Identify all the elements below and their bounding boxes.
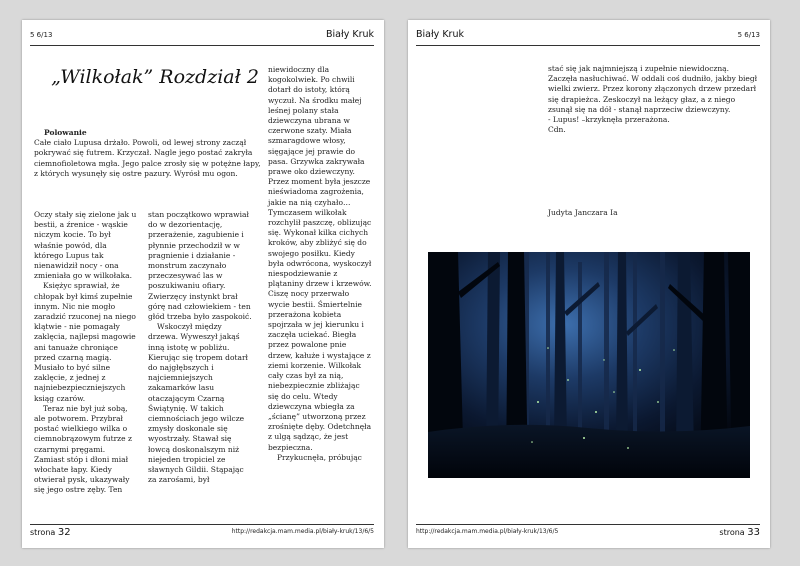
issue-number: 5 6/13 <box>30 31 53 39</box>
to-be-continued: Cdn. <box>548 125 566 135</box>
intro-block <box>34 128 262 179</box>
dark-forest-illustration-icon <box>428 252 750 478</box>
issue-number: 5 6/13 <box>737 31 760 39</box>
section-heading: Polowanie <box>44 128 87 137</box>
paragraph: Oczy stały się zielone jak u bestii, a źrenice - wąskie niczym kocie. To był właśnie powód, dla którego Lupus tak nienawidził nocy - ona zmieniała go w wilkołaka. <box>34 210 137 281</box>
right-page <box>408 20 770 548</box>
intro-paragraph: Całe ciało Lupusa drżało. Powoli, od lewej strony zaczął pokrywać się futrem. Krzyczał. Nagle jego postać zakryła ciemnofioletowa mgła. Jego palce zrosły się w potężne łapy, z których wysunęły się ostre pazury. Wyrósł mu ogon. <box>34 138 261 178</box>
magazine-title: Biały Kruk <box>326 29 374 40</box>
page-number <box>719 527 760 538</box>
text-column-1 <box>34 210 137 496</box>
article-title: „Wilkołak” Rozdział 2 <box>51 66 259 88</box>
page-number-value: 32 <box>57 527 71 538</box>
page-label: strona <box>719 528 745 537</box>
text-column-3 <box>268 65 372 463</box>
author-line <box>548 208 760 218</box>
paragraph: Księżyc sprawiał, że chłopak był kimś zupełnie innym. Nic nie mogło zaradzić rzuconej na niego klątwie - nie pomagały zaklęcia, najlepsi magowie ani tanuaże chroniące przed czarną magią. Musiało to być silne zaklęcie, z jednej z najniebezpieczniejszych ksiąg czarów. <box>34 281 136 403</box>
paragraph: Przykucnęła, próbując <box>277 452 362 462</box>
paragraph: stan początkowo wprawiał do w dezorientację, przerażenie, zagubienie i płynnie przechodził w w pragnienie i działanie - monstrum zaczynało przeczesywać las w poszukiwaniu ofiary. Zwierzęcy instynkt brał górę nad człowiekiem - ten głód trzeba było zaspokoić. <box>148 210 252 322</box>
text-column-2 <box>148 210 252 485</box>
left-page-header <box>30 27 374 46</box>
right-page-header <box>416 27 760 46</box>
left-page-footer <box>30 524 374 539</box>
paragraph: Wskoczył między drzewa. Wyweszył jakąś inną istotę w pobliżu. Kierując się tropem dotarł do najgłębszych i najciemniejszych zakamarków lasu otaczającym Czarną Świątynię. W takich ciemnościach jego wilcze zmysły doskonale się wyostrzały. Stawał się łowcą doskonalszym niż niejeden tropiciel ze sławnych Gildii. Stąpając za zarośami, był <box>148 322 248 485</box>
paragraph: stać się jak najmniejszą i zupełnie niewidoczną. Zaczęła nasłuchiwać. W oddali coś dudniło, jakby biegł wielki zwierz. Przez korony złączonych drzew przedarł się drapieżca. Zeskoczył na leżący głaz, a z niego zsunął się na dół - stanął naprzeciw dziewczyny. <box>548 64 758 114</box>
page-label: strona <box>30 528 56 537</box>
page-number <box>30 527 71 538</box>
magazine-title: Biały Kruk <box>416 29 464 40</box>
paragraph: niewidoczny dla kogokolwiek. Po chwili dotarł do istoty, którą wyczuł. Na środku małej leśnej polany stała dziewczyna ubrana w czerwone szaty. Miała szmaragdowe włosy, sięgające jej prawie do pasa. Grzywka zakrywała prawe oko dziewczyny. Przez moment była jeszcze nieświadoma zagrożenia, jakie na nią czyhało… Tymczasem wilkołak rozchylił paszczę, oblizując się. Wykonał kilka cichych kroków, aby zbliżyć się do swojego posiłku. Kiedy była odwrócona, wyskoczył niespodziewanie z plątaniny drzew i krzewów. Ciszę nocy przerwało wycie bestii. Śmiertelnie przerażona kobieta spojrzała w jej kierunku i zaczęła uciekać. Biegła przez powalone pnie drzew, kałuże i wystające z ziemi korzenie. Wilkołak cały czas był za nią, niebezpiecznie zbliżając się do celu. Wtedy dziewczyna wbiegła za „ścianę” utworzoną przez zrośnięte dęby. Odetchnęła z ulgą sądząc, że jest bezpieczna. <box>268 65 372 452</box>
author-name: Judyta Janczara Ia <box>548 208 618 217</box>
footer-url: http://redakcja.mam.media.pl/biały-kruk/13/6/5 <box>416 528 559 535</box>
continuation-text <box>548 64 760 135</box>
paragraph: Teraz nie był już sobą, ale potworem. Przybrał postać wielkiego wilka o ciemnobrązowym futrze z czarnymi pręgami. Zamiast stóp i dłoni miał włochate łapy. Kiedy otwierał pysk, ukazywały się jego ostre zęby. Ten <box>34 403 132 495</box>
left-page <box>22 20 384 548</box>
page-number-value: 33 <box>747 527 760 538</box>
dialogue-line: - Lupus! –krzyknęła przerażona. <box>548 115 670 125</box>
right-page-footer <box>416 524 760 539</box>
footer-url: http://redakcja.mam.media.pl/biały-kruk/13/6/5 <box>231 528 374 535</box>
